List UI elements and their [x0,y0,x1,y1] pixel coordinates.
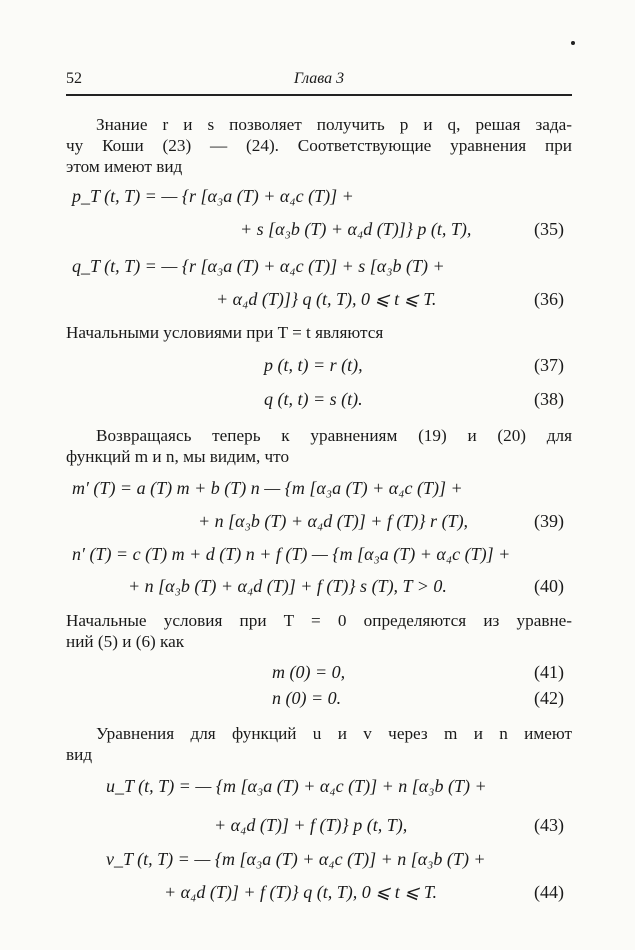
equation-39-line-2: + n [α₃b (T) + α₄d (T)] + f (T)} r (T), [198,511,469,531]
equation-40-line-1: n′ (T) = c (T) m + d (T) n + f (T) — {m [α₃a (T) + α₄c (T)] + [72,544,511,564]
equation-number: (39) [534,511,564,531]
paragraph-1 [66,114,572,177]
equation-number: (41) [534,662,564,682]
equation-number: (36) [534,289,564,309]
text-line: Уравнения для функций u и v через m и n имеют [96,724,572,743]
header-rule [66,94,572,96]
text-line: Начальные условия при T = 0 определяются из уравне- [66,611,572,630]
equation-36-line-1: q_T (t, T) = — {r [α₃a (T) + α₄c (T)] + s [α₃b (T) + [72,256,445,276]
equation-number: (43) [534,815,564,835]
equation-40-line-2: + n [α₃b (T) + α₄d (T)] + f (T)} s (T), T > 0. [128,576,447,596]
equation-number: (42) [534,688,564,708]
equation-number: (37) [534,355,564,375]
equation-44-line-1: v_T (t, T) = — {m [α₃a (T) + α₄c (T)] + n [α₃b (T) + [106,849,486,869]
page-header [66,70,572,92]
text-line: Начальными условиями при T = t являются [66,323,384,342]
text-line: Возвращаясь теперь к уравнениям (19) и (20) для [96,426,572,445]
ink-dot [571,41,575,45]
chapter-title: Глава 3 [293,70,345,87]
text-line: этом имеют вид [66,157,183,176]
equation-43-line-2: + α₄d (T)] + f (T)} p (t, T), [214,815,408,835]
equation-number: (38) [534,389,564,409]
equation-number: (44) [534,882,564,902]
equation-41: m (0) = 0, [272,662,346,682]
equation-44-line-2: + α₄d (T)] + f (T)} q (t, T), 0 ⩽ t ⩽ T. [164,882,438,902]
equation-43-line-1: u_T (t, T) = — {m [α₃a (T) + α₄c (T)] + n [α₃b (T) + [106,776,487,796]
equation-35-line-2: + s [α₃b (T) + α₄d (T)]} p (t, T), [240,219,472,239]
paragraph-5 [66,723,572,765]
text-line: чу Коши (23) — (24). Соответствующие уравнения при [66,136,572,155]
text-line: ний (5) и (6) как [66,632,185,651]
text-line: вид [66,745,93,764]
paragraph-4 [66,610,572,652]
equation-39-line-1: m′ (T) = a (T) m + b (T) n — {m [α₃a (T) + α₄c (T)] + [72,478,463,498]
equation-number: (35) [534,219,564,239]
page-number: 52 [66,70,82,87]
equation-35-line-1: p_T (t, T) = — {r [α₃a (T) + α₄c (T)] + [72,186,354,206]
equation-42: n (0) = 0. [272,688,342,708]
equation-37: p (t, t) = r (t), [264,355,363,375]
text-line: функций m и n, мы видим, что [66,447,290,466]
paragraph-2 [66,322,572,343]
equation-38: q (t, t) = s (t). [264,389,363,409]
text-line: Знание r и s позволяет получить p и q, решая зада- [96,115,572,134]
equation-36-line-2: + α₄d (T)]} q (t, T), 0 ⩽ t ⩽ T. [216,289,437,309]
paragraph-3 [66,425,572,467]
equation-number: (40) [534,576,564,596]
